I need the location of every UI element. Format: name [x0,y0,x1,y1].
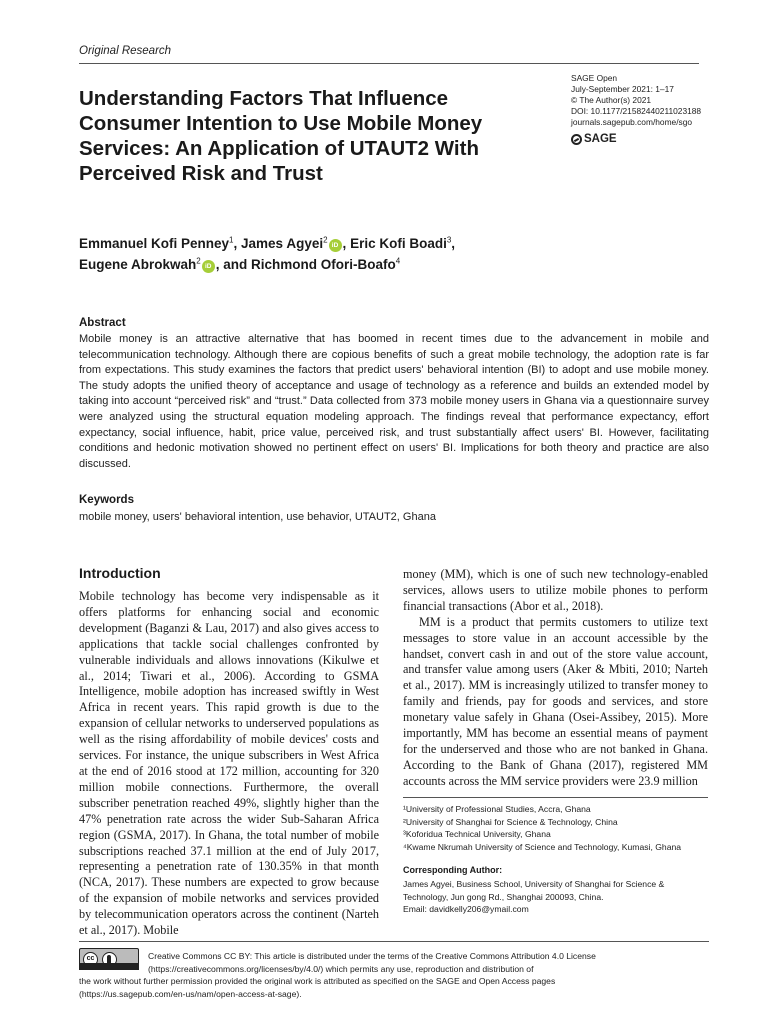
author-name: Eugene Abrokwah [79,257,197,272]
author-name: Emmanuel Kofi Penney [79,236,230,251]
creative-commons-icon: cc [83,952,98,967]
affiliation-4: ⁴Kwame Nkrumah University of Science and Technology, Kumasi, Ghana [403,841,682,852]
article-title: Understanding Factors That Influence Consumer Intention to Use Mobile Money Services: An Application of UTAUT2 With Perceived Risk and Trust [79,87,483,185]
author-affiliation-mark: 4 [395,256,401,266]
license-line-3: the work without further permission provided the original work is attributed as specified on the SAGE and Open Access pages [79,976,556,986]
footer-rule [79,941,709,942]
affiliations [403,803,708,853]
body-column-right [403,567,708,790]
abstract-heading: Abstract [79,317,126,329]
footnote-rule [403,797,708,798]
corresponding-author-email[interactable]: Email: davidkelly206@ymail.com [403,904,529,915]
author-list: Emmanuel Kofi Penney$^1$, James Agyei$^2$iD , Eric Kofi Boadi$^3$, Eugene Abrokwah$^2$iD , and Richmond Ofori-Boafo$^4$ [79,235,456,272]
journal-name: SAGE Open [571,73,618,83]
orcid-icon[interactable]: iD [329,239,342,252]
license-line-2[interactable]: (https://creativecommons.org/licenses/by/4.0/) which permits any use, reproduction and distribution of [148,963,534,974]
introduction-heading: Introduction [79,565,161,581]
corresponding-author-heading: Corresponding Author: [403,865,503,875]
body-paragraph: MM is a product that permits customers to utilize text messages to store value in an account accessible by the handset, convert cash in and out of the store value account, and transfer value among users (Aker & Mbiti, 2010; Narteh et al., 2017). MM is increasingly utilized to transfer money to family and friends, pay for goods and services, and store monetary value safely in Ghana (Osei-Assibey, 2015). More importantly, MM has become an essential means of payment for the underserved and those who are not banked in Ghana. According to the Bank of Ghana (2017), registered MM accounts across the MM service providers were 23.9 million [403,614,708,788]
section-label: Original Research [79,45,172,57]
orcid-icon[interactable]: iD [202,260,215,273]
journal-doi[interactable]: DOI: 10.1177/21582440211023188 [571,106,702,117]
header-rule [79,63,699,64]
author-affiliation-mark: 3 [446,235,452,245]
body-paragraph: money (MM), which is one of such new technology-enabled services, allows users to utilize mobile phones to perform financial transactions (Abor et al., 2018). [403,567,708,613]
affiliation-3: ³Koforidua Technical University, Ghana [403,829,551,840]
affiliation-2: ²University of Shanghai for Science & Technology, China [403,816,618,827]
author-name: Richmond Ofori-Boafo [251,257,396,272]
author-affiliation-mark: 1 [229,235,234,245]
author-name: James Agyei [241,236,324,251]
license-line-4[interactable]: (https://us.sagepub.com/en-us/nam/open-access-at-sage). [79,988,302,999]
body-paragraph: Mobile technology has become very indispensable as it offers platforms for enhancing social and economic development (Baganzi & Lau, 2017) and also gives access to applications that tackle social challenges confronted by vulnerable individuals and allows innovations (Kikulwe et al., 2014; Tiwari et al., 2006). According to GSMA Intelligence, mobile adoption has increased swiftly in West Africa in recent years. This rapid growth is due to the expansion of cellular networks to underserved populations as well as the rising affordability of mobile devices' costs and services. For instance, the unique subscribers in West Africa at the end of 2016 stood at 172 million, accounting for 320 million mobile connections. Furthermore, the overall subscriber penetration reached 49%, slightly higher than the 47% penetration rate across the wider Sub-Saharan Africa region (GSMA, 2017). In Ghana, the total number of mobile subscriptions reached 37.1 million at the end of July 2017, representing a penetration rate of 130.35% in that month (NCA, 2017). These numbers are expected to grow because of the expansion of mobile networks and services provided by telecommunication operators across the continent (Narteh et al., 2017). Mobile [79,589,379,938]
sage-logo-text: SAGE [584,133,617,145]
journal-info [571,73,721,128]
author-affiliation-mark: 2 [323,235,328,245]
author-name: Eric Kofi Boadi [350,236,447,251]
license-text [148,950,708,975]
corresponding-author [403,878,708,916]
license-text-continued [79,975,709,1000]
affiliation-1: ¹University of Professional Studies, Accra, Ghana [403,804,591,814]
keywords-text: mobile money, users' behavioral intention, use behavior, UTAUT2, Ghana [79,511,436,523]
journal-issue: July-September 2021: 1–17 [571,84,674,95]
sage-logo-icon [571,134,582,145]
journal-copyright: © The Author(s) 2021 [571,95,652,106]
journal-url[interactable]: journals.sagepub.com/home/sgo [571,117,693,128]
license-line-1: Creative Commons CC BY: This article is distributed under the terms of the Creative Commons Attribution 4.0 License [148,951,596,961]
keywords-heading: Keywords [79,494,134,506]
corresponding-author-address: James Agyei, Business School, University of Shanghai for Science & Technology, Jun gong Rd., Shanghai 200093, China. [403,879,665,902]
author-affiliation-mark: 2 [196,256,201,266]
body-column-left [79,589,379,939]
cc-badge-strip [79,963,139,970]
abstract-text: Mobile money is an attractive alternative that has boomed in recent times due to the advancement in mobile and telecommunication technology. Although there are copious benefits of such a great mobile technology, the adoption rate is far from expectations. This study examines the factors that predict users' behavioral intention (BI) to adopt and use mobile money. The study adopts the unified theory of acceptance and usage of technology as a reference and builds an extended model by taking into account “perceived risk” and “trust.” Data collected from 373 mobile money users in Ghana via a questionnaire survey were analyzed using the structural equation modeling approach. The findings reveal that performance expectancy, effort expectancy, social influence, habit, price value, perceived risk, and trust substantially affect users' BI. However, facilitating conditions and hedonic motivation showed no pertinent effect on users' BI. Implications for both theory and practice are also discussed. [79,333,709,470]
sage-logo [571,133,617,145]
